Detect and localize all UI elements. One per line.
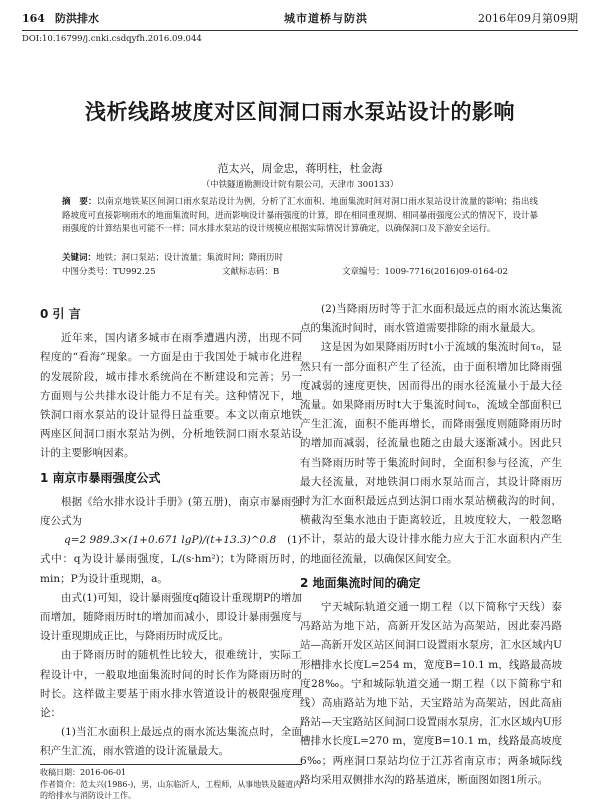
section-1-paragraph-3: 由式(1)可知，设计暴雨强度q随设计重现期P的增加而增加，随降雨历时t的增加而减小，即设计暴雨强度与设计重现期成正比，与降雨历时成反比。 xyxy=(40,591,302,643)
running-header xyxy=(22,6,578,31)
keywords-text: 地铁；洞口泵站；设计流量；集流时间；降雨历时 xyxy=(96,253,284,263)
formula-1 xyxy=(40,531,302,550)
classification-line xyxy=(62,265,538,277)
page-number: 164 xyxy=(22,11,45,25)
section-1-paragraph-5: (1)当汇水面积上最远点的雨水流达集流点时，全面积产生汇流，雨水管道的设计流量最大。 xyxy=(40,726,302,758)
right-paragraph-2: 这是因为如果降雨历时t小于流域的集流时间τ₀，显然只有一部分面积产生了径流，由于面积增加比降雨强度减弱的速度更快，因而得出的雨水径流量小于最大径流量。如果降雨历时t大于集流时间τ₀，流域全部面积已产生汇流，面积不能再增长，而降雨强度则随降雨历时的增加而减弱，径流量也随之由最大逐渐减小。因此只有当降雨历时等于集流时间时，全面积参与径流，产生最大径流量，对地铁洞口雨水泵站而言，其设计降雨历时为汇水面积最远点到达洞口雨水泵站横截沟的时间，横截沟至集水池由于距离较近，且坡度较大，一般忽略不计，泵站的最大设计排水能力应大于汇水面积内产生的地面径流量，以确保区间安全。 xyxy=(300,341,562,565)
section-1-paragraph-1: 根据《给水排水设计手册》(第五册)，南京市暴雨强度公式为 xyxy=(40,495,302,528)
received-date: 收稿日期：2016-06-01 xyxy=(40,768,127,777)
footnote xyxy=(40,764,302,802)
formula-expression: q=2 989.3×(1+0.671 lgP)/(t+13.3)^0.8 xyxy=(64,534,277,547)
right-paragraph-3: 宁天城际轨道交通一期工程（以下简称宁天线）泰冯路站为地下站，高新开发区站为高架站，因此泰冯路站—高新开发区站区间洞口设置雨水泵房，汇水区域内U形槽排水长度L=254 m，宽度B=10.1 m，线路最高坡度28‰。宁和城际轨道交通一期工程（以下简称宁和线）高庙路站为地下站，天宝路站为高架站，因此高庙路站—天宝路站区间洞口设置雨水泵房，汇水区域内U形槽排水长度L=270 m，宽度B=10.1 m，线路最高坡度6‰；两座洞口泵站均位于江苏省南京市；两条城际线路均采用双侧排水沟的路基道床，断面图如图1所示。 xyxy=(300,601,562,786)
section-0-heading: 0 引 言 xyxy=(40,307,81,321)
journal-name: 城市道桥与防洪 xyxy=(284,12,368,25)
section-1-paragraph-4: 由于降雨历时的随机性比较大，很难统计，实际工程设计中，一般取地面集流时间的时长作为降雨历时的时长。这样做主要基于雨水排水管道设计的极限强度理论： xyxy=(40,649,302,720)
right-column xyxy=(300,300,562,790)
affiliation: （中铁隧道勘测设计院有限公司，天津市 300133） xyxy=(201,180,399,190)
clc-number: 中图分类号：TU992.25 xyxy=(62,267,156,277)
authors: 范太兴，周金忠，蒋明柱，杜金海 xyxy=(217,162,383,175)
document-code: 文献标志码：B xyxy=(222,267,280,277)
issue-info: 2016年09月第09期 xyxy=(478,12,578,25)
section-1-heading: 1 南京市暴雨强度公式 xyxy=(40,470,161,485)
left-column xyxy=(40,300,302,762)
author-bio: 作者简介：范太兴(1986-)，男，山东临沂人，工程师，从事地铁及隧道内的给排水与消防设计工作。 xyxy=(40,779,302,800)
section-1-paragraph-2: 式中：q为设计暴雨强度，L/(s·hm²)；t为降雨历时，min；P为设计重现期，a。 xyxy=(40,553,302,585)
abstract xyxy=(62,196,538,237)
formula-number: (1) xyxy=(287,534,302,547)
doi: DOI:10.16799/j.cnki.csdqyfh.2016.09.044 xyxy=(22,34,202,44)
paper-title: 浅析线路坡度对区间洞口雨水泵站设计的影响 xyxy=(85,100,515,124)
article-number: 文章编号：1009-7716(2016)09-0164-02 xyxy=(342,267,508,277)
section-name: 防洪排水 xyxy=(54,12,99,25)
right-paragraph-1: (2)当降雨历时等于汇水面积最远点的雨水流达集流点的集流时间时，雨水管道需要排除的雨水量最大。 xyxy=(300,303,562,335)
abstract-text: 以南京地铁某区间洞口雨水泵站设计为例，分析了汇水面积、地面集流时间对洞口雨水泵站设计流量的影响；指出线路坡度可直接影响雨水的地面集流时间，进而影响设计暴雨强度的计算，即在相同重现期、相同暴雨强度公式的情况下，设计暴雨强度的计算结果也可能不一样；同水排水泵站的设计规模应根据实际情况计算确定，以确保洞口及下游安全运行。 xyxy=(62,197,539,234)
section-2-heading: 2 地面集流时间的确定 xyxy=(300,575,421,590)
abstract-label: 摘 要： xyxy=(62,197,97,207)
section-0-paragraph: 近年来，国内诸多城市在雨季遭遇内涝，出现不同程度的“看海”现象。一方面是由于我国处于城市化进程的发展阶段，城市排水系统尚在不断建设和完善；另一方面则与公共排水设计能力不足有关。这种情况下，地铁洞口雨水泵站的设计显得日益重要。本文以南京地铁两座区间洞口雨水泵站为例，分析地铁洞口雨水泵站设计的主要影响因素。 xyxy=(40,332,302,460)
keywords xyxy=(62,251,538,263)
keywords-label: 关键词： xyxy=(62,253,97,263)
